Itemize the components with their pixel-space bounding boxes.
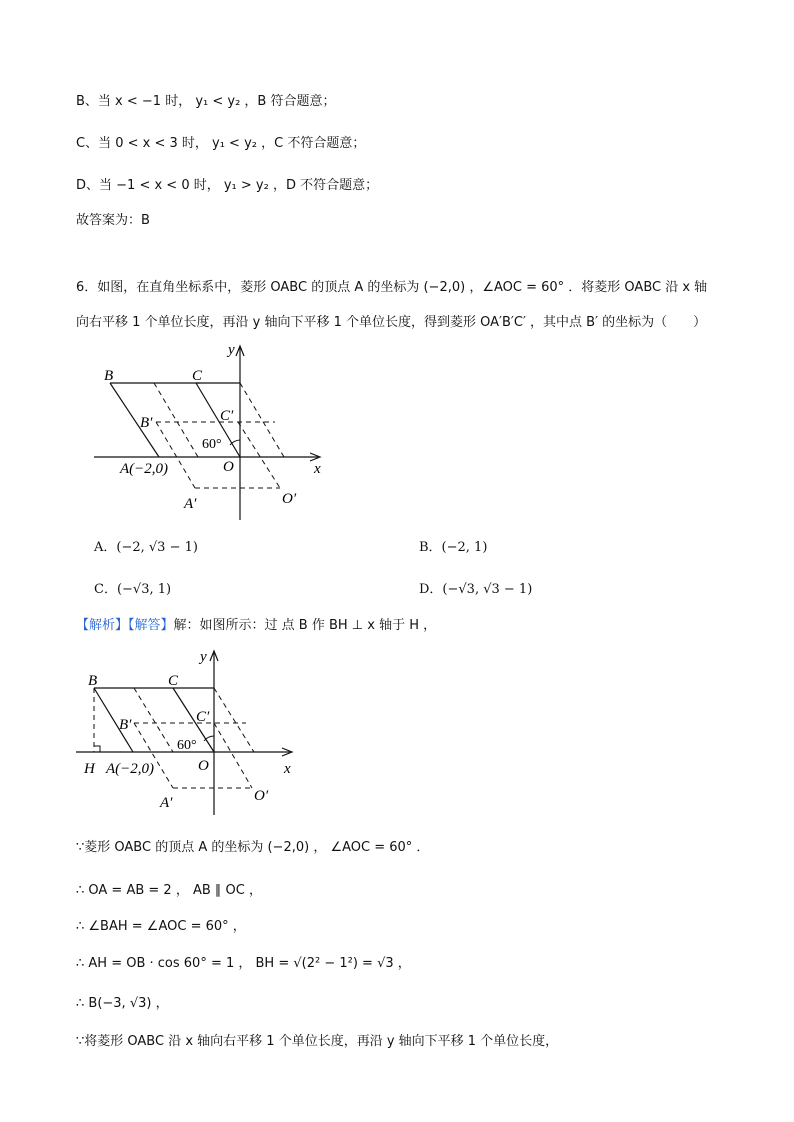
figure-2-side-a-b-prime — [134, 723, 173, 788]
figure-2-label-h: H — [84, 761, 95, 777]
figure-1-label-b-prime: B′ — [140, 415, 153, 431]
figure-2-label-x: x — [284, 761, 291, 777]
question-line-2: 向右平移 1 个单位长度，再沿 y 轴向下平移 1 个单位长度，得到菱形 OA′B′C′ ，其中点 B′ 的坐标为（ ） — [76, 315, 707, 330]
figure-2-label-b-prime: B′ — [119, 717, 132, 733]
figure-2-label-angle: 60° — [177, 738, 197, 753]
option-d: D．(−√3, √3 − 1) — [419, 582, 533, 597]
analysis-tag: 【解析】【解答】 — [76, 618, 174, 633]
figure-1-label-a-prime: A′ — [184, 496, 197, 512]
figure-1-label-b: B — [104, 368, 114, 384]
figure-1-label-x: x — [314, 461, 321, 477]
figure-2-label-y: y — [200, 649, 207, 665]
option-c: C．(−√3, 1) — [94, 582, 172, 597]
figure-1-label-c: C — [192, 368, 203, 384]
figure-1-label-angle: 60° — [202, 437, 222, 452]
line-option-d: D、当 −1 < x < 0 时， y₁ > y₂ ，D 不符合题意； — [76, 178, 379, 193]
solution-header — [76, 614, 436, 633]
figure-2-label-a-prime: A′ — [160, 795, 173, 811]
figure-2-dash-right — [214, 688, 254, 752]
line-option-c: C、当 0 < x < 3 时， y₁ < y₂ ，C 不符合题意； — [76, 136, 366, 151]
solution-step-6: ∵将菱形 OABC 沿 x 轴向右平移 1 个单位长度，再沿 y 轴向下平移 1 个单位长度， — [76, 1034, 559, 1049]
figure-1-side-a-b-prime — [156, 422, 195, 488]
figure-1-label-o: O — [223, 459, 234, 475]
figure-1-mid-line — [154, 383, 198, 457]
figure-1-label-c-prime: C′ — [220, 408, 234, 424]
figure-2-side-o-c-prime — [214, 723, 252, 788]
figure-2-label-a: A(−2,0) — [106, 761, 155, 777]
solution-intro: 解：如图所示：过 点 B 作 BH ⊥ x 轴于 H ， — [173, 618, 437, 633]
figure-1-label-o-prime: O′ — [282, 491, 297, 507]
solution-step-1: ∵菱形 OABC 的顶点 A 的坐标为 (−2,0) ， ∠AOC = 60° ． — [76, 840, 430, 855]
solution-step-4: ∴ AH = OB · cos 60° = 1 ， BH = √(2² − 1²) = √3 ， — [76, 956, 411, 971]
figure-2 — [76, 645, 308, 820]
figure-1-side-o-c-prime — [238, 422, 280, 488]
line-option-b: B、当 x < −1 时， y₁ < y₂ ，B 符合题意； — [76, 94, 336, 109]
question-line-1: 6．如图，在直角坐标系中，菱形 OABC 的顶点 A 的坐标为 (−2,0) ，∠AOC = 60° ．将菱形 OABC 沿 x 轴 — [76, 280, 708, 295]
figure-2-label-o: O — [198, 758, 209, 774]
solution-step-5: ∴ B(−3, √3) ， — [76, 996, 169, 1011]
figure-1-dash-right — [240, 383, 284, 457]
figure-2-mid-line — [134, 688, 173, 752]
solution-step-2: ∴ OA = AB = 2 ， AB ∥ OC ， — [76, 883, 262, 898]
figure-2-label-c: C — [168, 673, 179, 689]
figure-2-label-o-prime: O′ — [254, 788, 269, 804]
figure-1 — [90, 340, 340, 525]
option-b: B．(−2, 1) — [419, 540, 488, 555]
figure-1-label-a: A(−2,0) — [120, 461, 169, 477]
figure-2-label-b: B — [88, 673, 98, 689]
figure-2-label-c-prime: C′ — [196, 709, 210, 725]
figure-2-right-angle — [94, 746, 100, 752]
figure-1-label-y: y — [228, 342, 235, 358]
answer-line: 故答案为：B — [76, 213, 150, 228]
option-a: A．(−2, √3 − 1) — [94, 540, 198, 555]
solution-step-3: ∴ ∠BAH = ∠AOC = 60° ， — [76, 919, 246, 934]
